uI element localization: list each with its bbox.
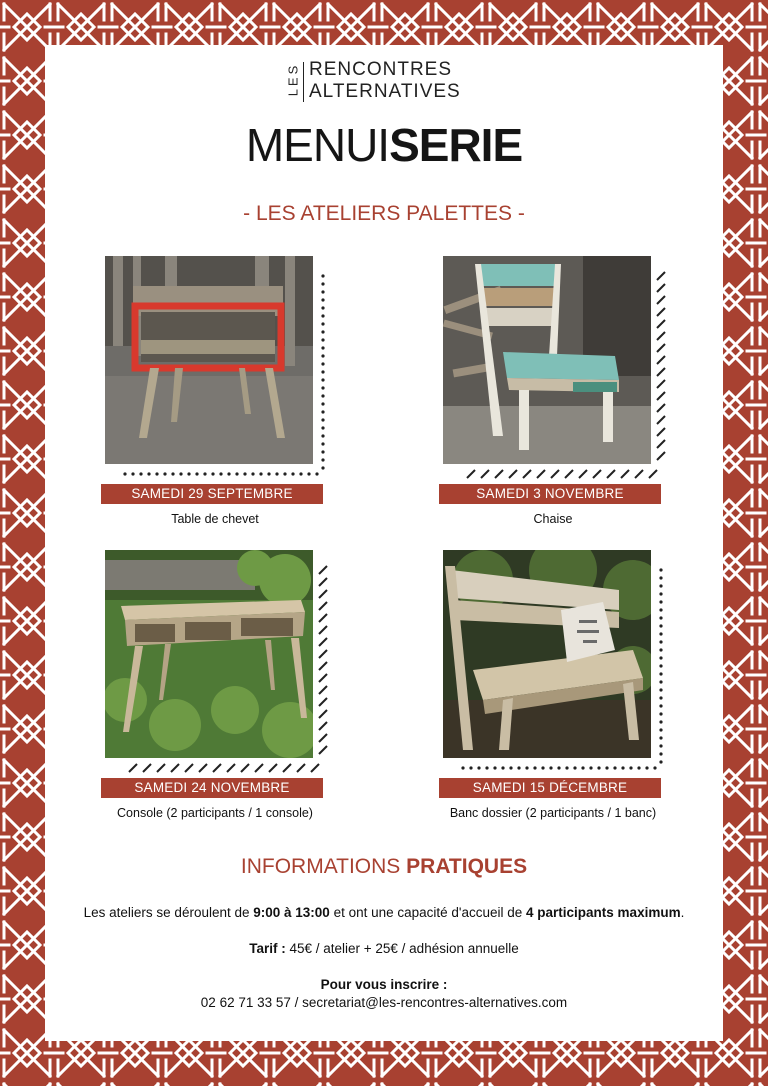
- title-light: MENUI: [245, 119, 390, 171]
- brand-logo: [283, 59, 493, 105]
- info-heading-light: INFORMATIONS: [240, 855, 407, 878]
- logo-divider: [303, 62, 304, 102]
- page-subtitle: - LES ATELIERS PALETTES -: [243, 202, 525, 225]
- tarif-line: [45, 941, 723, 956]
- chair-photo: [443, 256, 651, 464]
- page-title: [45, 117, 723, 173]
- schedule-line: [45, 905, 723, 920]
- workshop-card: [443, 256, 671, 526]
- contact-line: 02 62 71 33 57 / secretariat@les-rencontres-alternatives.com: [200, 995, 568, 1010]
- register-label-line: [45, 977, 723, 992]
- tarif-label: Tarif :: [249, 941, 286, 956]
- title-bold: SERIE: [389, 119, 523, 171]
- register-label: Pour vous inscrire :: [320, 977, 448, 992]
- workshop-caption: Table de chevet: [171, 512, 259, 526]
- workshop-date: SAMEDI 3 NOVEMBRE: [439, 484, 661, 504]
- workshop-card: [105, 550, 333, 820]
- logo-les-text: LES: [285, 62, 301, 97]
- logo-les: [283, 59, 303, 105]
- logo-line-1: RENCONTRES: [309, 59, 453, 80]
- workshop-card: [443, 550, 671, 820]
- workshop-caption: Banc dossier (2 participants / 1 banc): [449, 806, 657, 820]
- schedule-pre: Les ateliers se déroulent de: [83, 905, 254, 920]
- workshop-card: [105, 256, 333, 526]
- bedside-table-photo: [105, 256, 313, 464]
- content-panel: [45, 45, 723, 1041]
- workshop-date: SAMEDI 15 DÉCEMBRE: [439, 778, 661, 798]
- workshop-caption: Console (2 participants / 1 console): [117, 806, 313, 820]
- logo-line-2: ALTERNATIVES: [309, 81, 461, 102]
- schedule-mid: et ont une capacité d'accueil de: [329, 905, 527, 920]
- schedule-end: .: [680, 905, 685, 920]
- tarif-value: 45€ / atelier + 25€ / adhésion annuelle: [285, 941, 519, 956]
- console-photo: [105, 550, 313, 758]
- schedule-capacity: 4 participants maximum: [526, 905, 681, 920]
- bench-photo: [443, 550, 651, 758]
- workshop-caption: Chaise: [533, 512, 573, 526]
- info-heading-bold: PRATIQUES: [406, 855, 528, 878]
- info-heading: [45, 855, 723, 879]
- workshop-date: SAMEDI 29 SEPTEMBRE: [101, 484, 323, 504]
- workshop-date: SAMEDI 24 NOVEMBRE: [101, 778, 323, 798]
- schedule-time: 9:00 à 13:00: [253, 905, 330, 920]
